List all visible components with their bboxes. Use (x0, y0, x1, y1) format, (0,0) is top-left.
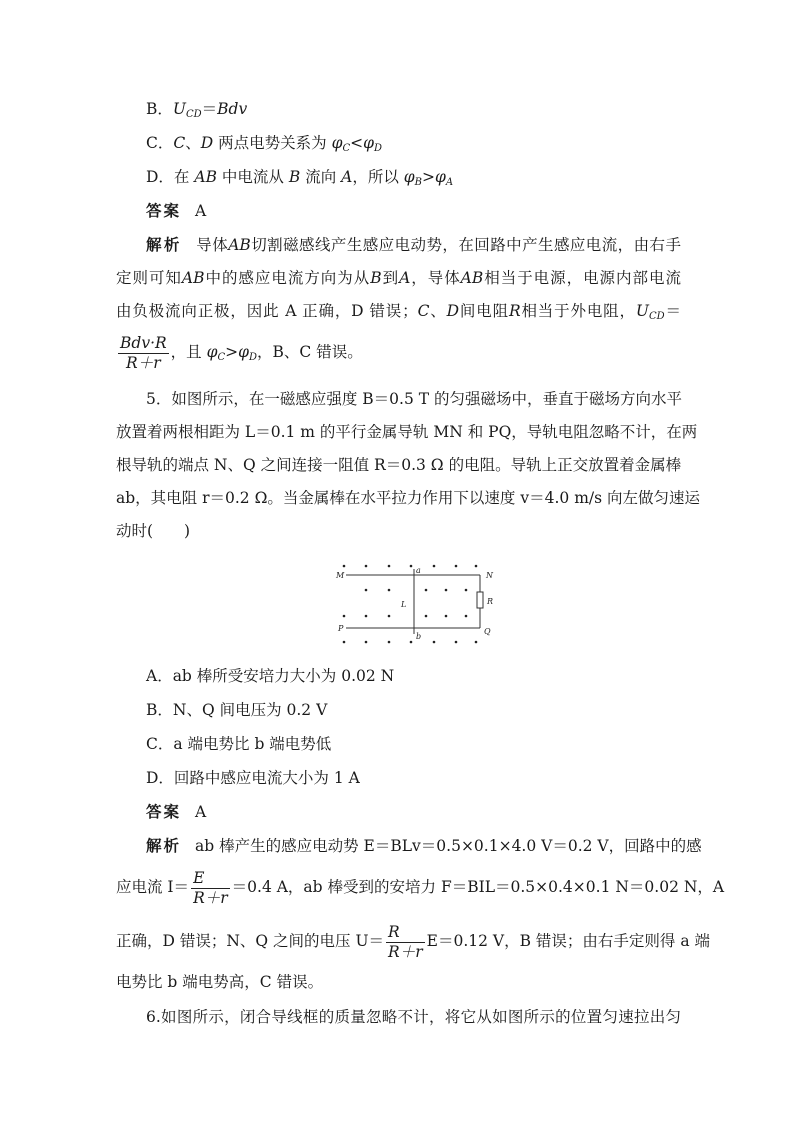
q5-option-d: D．回路中感应电流大小为 1 A (146, 769, 360, 787)
answer-value: A (195, 803, 207, 821)
label-q: Q (484, 627, 491, 636)
rail-circuit-diagram (334, 560, 504, 646)
q4-analysis-line-3: 由负极流向正极，因此 A 正确，D 错误；C、D间电阻R相当于外电阻，$U_{CD}=$ (116, 302, 681, 322)
label-n: N (486, 571, 493, 580)
q4-option-c: C．C、D 两点电势关系为 $\varphi_C<\varphi_D$ (146, 134, 382, 154)
q5-analysis-line-4: 电势比 b 端电势高，C 错误。 (116, 973, 324, 991)
q5-option-b: B．N、Q 间电压为 0.2 V (146, 701, 328, 719)
q5-stem-line-3: 根导轨的端点 N、Q 之间连接一阻值 R＝0.3 Ω 的电阻。导轨上正交放置着金属棒 (116, 456, 682, 474)
label-b: b (416, 632, 422, 641)
resistor-r (477, 592, 483, 608)
q6-stem-line-1: 6.如图所示，闭合导线框的质量忽略不计，将它从如图所示的位置匀速拉出匀 (146, 1008, 681, 1026)
q4-answer (146, 199, 711, 223)
q5-stem-line-1: 5．如图所示，在一磁感应强度 B＝0.5 T 的匀强磁场中，垂直于磁场方向水平 (146, 390, 683, 408)
q4-analysis-line-2: 定则可知AB中的感应电流方向为从B到A，导体AB相当于电源，电源内部电流 (116, 269, 681, 287)
fraction: $\frac{E}{R+r}$ (193, 868, 228, 907)
answer-label: 答案 (146, 802, 182, 821)
q4-option-b: B．$U_{CD}=Bdv$ (146, 100, 248, 120)
fraction: $\frac{\text{Bdv·R}}{R+r}$ (120, 333, 167, 372)
label-r: R (487, 597, 494, 606)
answer-label: 答案 (146, 201, 182, 220)
q4-option-d: D．在 AB 中电流从 B 流向 A，所以 $\varphi_B>\varphi_A$ (146, 168, 454, 188)
q5-analysis-line-2: 应电流 I＝ $\frac{E}{R+r}$ ＝0.4 A，ab 棒受到的安培力 F＝BIL＝0.5×0.4×0.1 N＝0.02 N，A (116, 868, 725, 907)
label-a: a (416, 566, 421, 575)
q5-stem-line-2: 放置着两根相距为 L＝0.1 m 的平行金属导轨 MN 和 PQ，导轨电阻忽略不计，在两 (116, 423, 698, 441)
label-l: L (401, 600, 407, 609)
analysis-label: 解析 (146, 836, 182, 855)
q5-option-a: A．ab 棒所受安培力大小为 0.02 N (146, 667, 395, 685)
q5-stem-line-5: 动时( ) (116, 522, 191, 540)
q5-option-c: C．a 端电势比 b 端电势低 (146, 735, 332, 753)
q4-analysis-line-4: $\frac{\text{Bdv·R}}{R+r}$ ，且 $\varphi_C>\varphi_D$，B、C 错误。 (120, 333, 363, 372)
q4-analysis-line-1: 解析 导体AB切割磁感线产生感应电动势，在回路中产生感应电流，由右手 (146, 235, 681, 254)
label-p: P (338, 624, 344, 633)
q5-answer (146, 800, 711, 824)
analysis-label: 解析 (146, 235, 182, 254)
label-m: M (336, 571, 345, 580)
fraction: $\frac{R}{R+r}$ (388, 922, 423, 961)
q5-stem-line-4: ab，其电阻 r＝0.2 Ω。当金属棒在水平拉力作用下以速度 v＝4.0 m/s 向左做匀速运 (116, 489, 700, 507)
q5-analysis-line-3: 正确，D 错误；N、Q 之间的电压 U＝ $\frac{R}{R+r}$ E＝0.12 V，B 错误；由右手定则得 a 端 (116, 922, 711, 961)
q5-analysis-line-1: 解析 ab 棒产生的感应电动势 E＝BLv＝0.5×0.1×4.0 V＝0.2 V，回路中的感 (146, 836, 702, 855)
answer-value: A (195, 202, 207, 220)
magnetic-field-dots (343, 565, 478, 644)
